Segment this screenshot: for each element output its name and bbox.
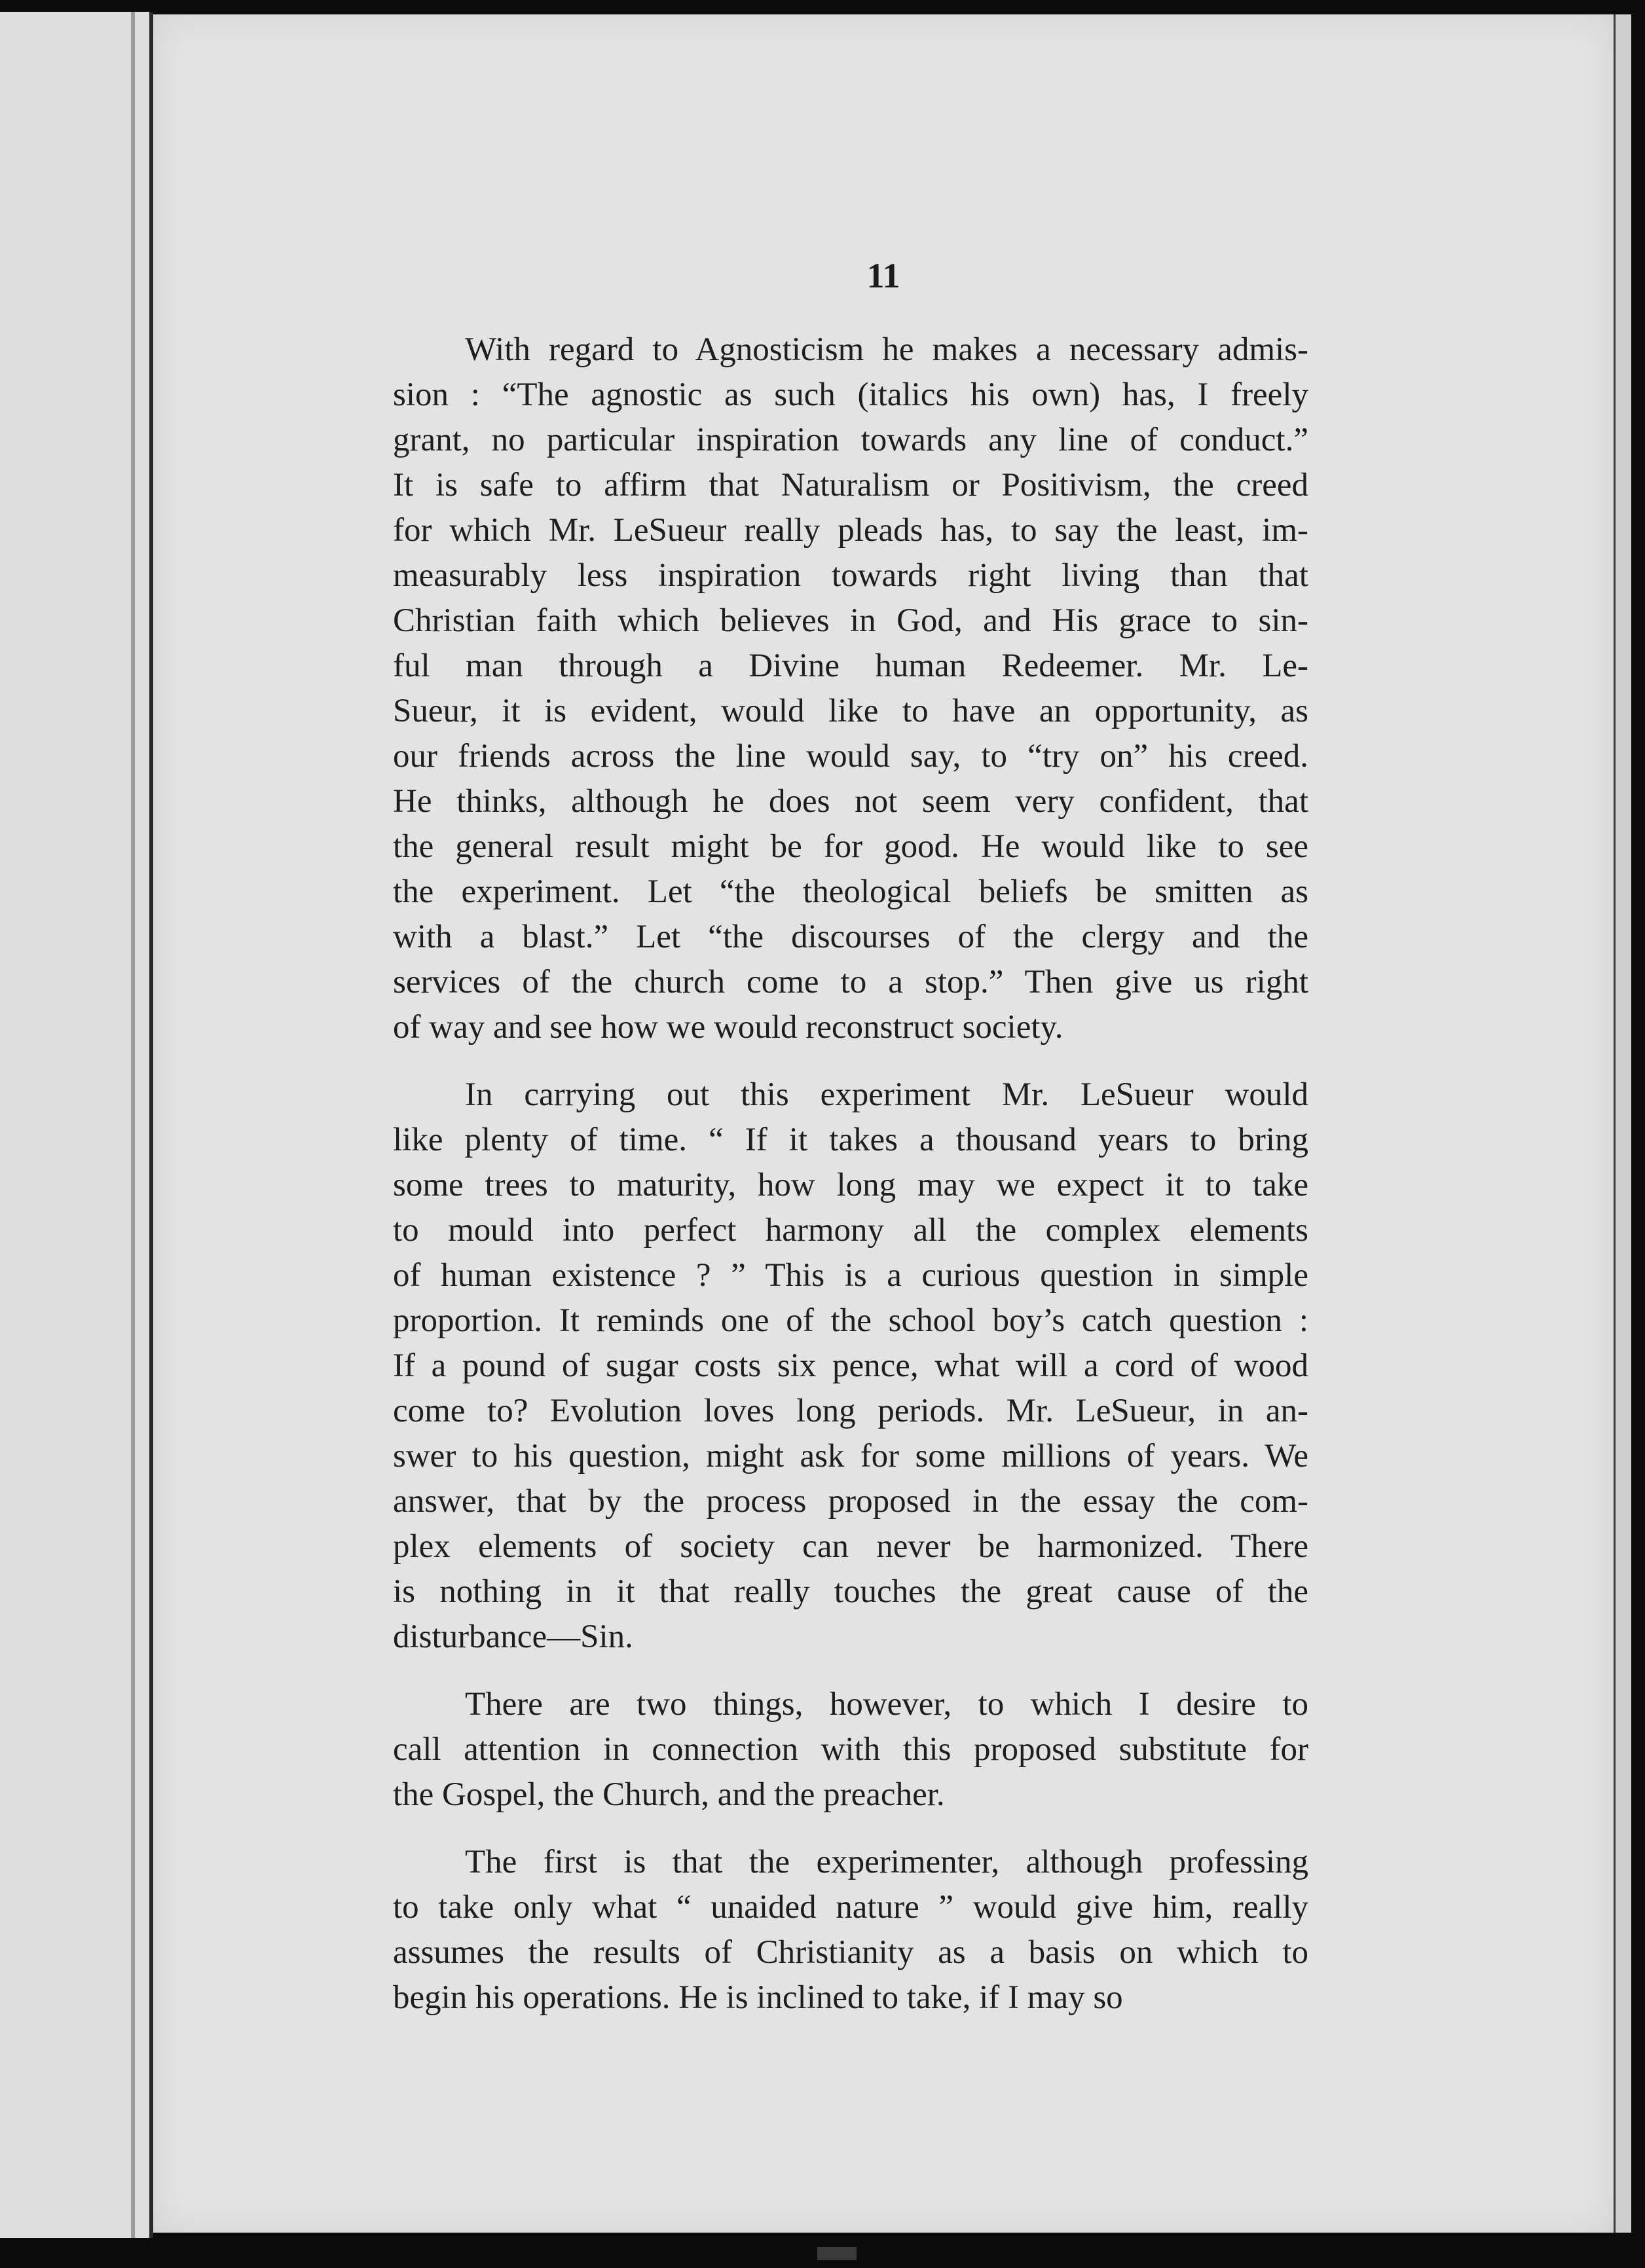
text-line: Sueur, it is evident, would like to have an opportunity, as xyxy=(393,693,1308,729)
scan-artifact xyxy=(817,2247,857,2260)
text-line: There are two things, however, to which I desire to xyxy=(465,1686,1308,1723)
text-line: It is safe to affirm that Naturalism or Positivism, the creed xyxy=(393,467,1308,503)
page-fold xyxy=(131,12,135,2238)
text-line: to take only what “ unaided nature ” would give him, really xyxy=(393,1889,1308,1926)
text-line: assumes the results of Christianity as a basis on which to xyxy=(393,1934,1308,1971)
text-line: some trees to maturity, how long may we expect it to take xyxy=(393,1167,1308,1203)
text-line: call attention in connection with this proposed substitute for xyxy=(393,1731,1308,1768)
text-line: come to? Evolution loves long periods. Mr. LeSueur, in an- xyxy=(393,1393,1308,1429)
text-line: begin his operations. He is inclined to take, if I may so xyxy=(393,1979,1123,2016)
text-line: is nothing in it that really touches the great cause of the xyxy=(393,1573,1308,1610)
text-line: for which Mr. LeSueur really pleads has, to say the least, im- xyxy=(393,512,1308,549)
paragraph-gap xyxy=(393,1050,1308,1072)
text-line: proportion. It reminds one of the school boy’s catch question : xyxy=(393,1302,1308,1339)
text-line: the Gospel, the Church, and the preacher. xyxy=(393,1776,945,1813)
paragraph xyxy=(393,1072,1308,1660)
document-page xyxy=(153,14,1614,2233)
paragraph-gap xyxy=(393,1818,1308,1840)
text-line: the general result might be for good. He would like to see xyxy=(393,828,1308,865)
text-line: disturbance—Sin. xyxy=(393,1619,633,1655)
text-line: measurably less inspiration towards right living than that xyxy=(393,557,1308,594)
text-line: ful man through a Divine human Redeemer. Mr. Le- xyxy=(393,648,1308,684)
text-line: of human existence ? ” This is a curious question in simple xyxy=(393,1257,1308,1294)
paragraph xyxy=(393,1840,1308,2021)
text-line: grant, no particular inspiration towards any line of conduct.” xyxy=(393,422,1308,458)
text-line: our friends across the line would say, to “try on” his creed. xyxy=(393,738,1308,775)
text-line: If a pound of sugar costs six pence, what will a cord of wood xyxy=(393,1347,1308,1384)
text-line: like plenty of time. “ If it takes a thousand years to bring xyxy=(393,1122,1308,1158)
text-line: plex elements of society can never be harmonized. There xyxy=(393,1528,1308,1565)
text-line: Christian faith which believes in God, and His grace to sin- xyxy=(393,602,1308,639)
text-line: The first is that the experimenter, although professing xyxy=(465,1844,1308,1880)
body-text xyxy=(393,327,1308,2021)
text-line: of way and see how we would reconstruct society. xyxy=(393,1009,1063,1046)
right-page-edge xyxy=(1614,14,1631,2233)
text-line: answer, that by the process proposed in the essay the com- xyxy=(393,1483,1308,1520)
paragraph xyxy=(393,1682,1308,1818)
text-line: He thinks, although he does not seem very confident, that xyxy=(393,783,1308,820)
text-line: services of the church come to a stop.” Then give us right xyxy=(393,964,1308,1000)
paragraph-gap xyxy=(393,1660,1308,1682)
text-line: to mould into perfect harmony all the complex elements xyxy=(393,1212,1308,1249)
text-line: In carrying out this experiment Mr. LeSueur would xyxy=(465,1076,1308,1113)
text-line: sion : “The agnostic as such (italics his own) has, I freely xyxy=(393,376,1308,413)
text-line: With regard to Agnosticism he makes a necessary admis- xyxy=(465,331,1308,368)
text-line: swer to his question, might ask for some millions of years. We xyxy=(393,1438,1308,1474)
text-line: with a blast.” Let “the discourses of the clergy and the xyxy=(393,919,1308,955)
paragraph xyxy=(393,327,1308,1050)
page-number: 11 xyxy=(866,256,900,295)
text-line: the experiment. Let “the theological beliefs be smitten as xyxy=(393,873,1308,910)
left-page-edge xyxy=(0,12,153,2238)
